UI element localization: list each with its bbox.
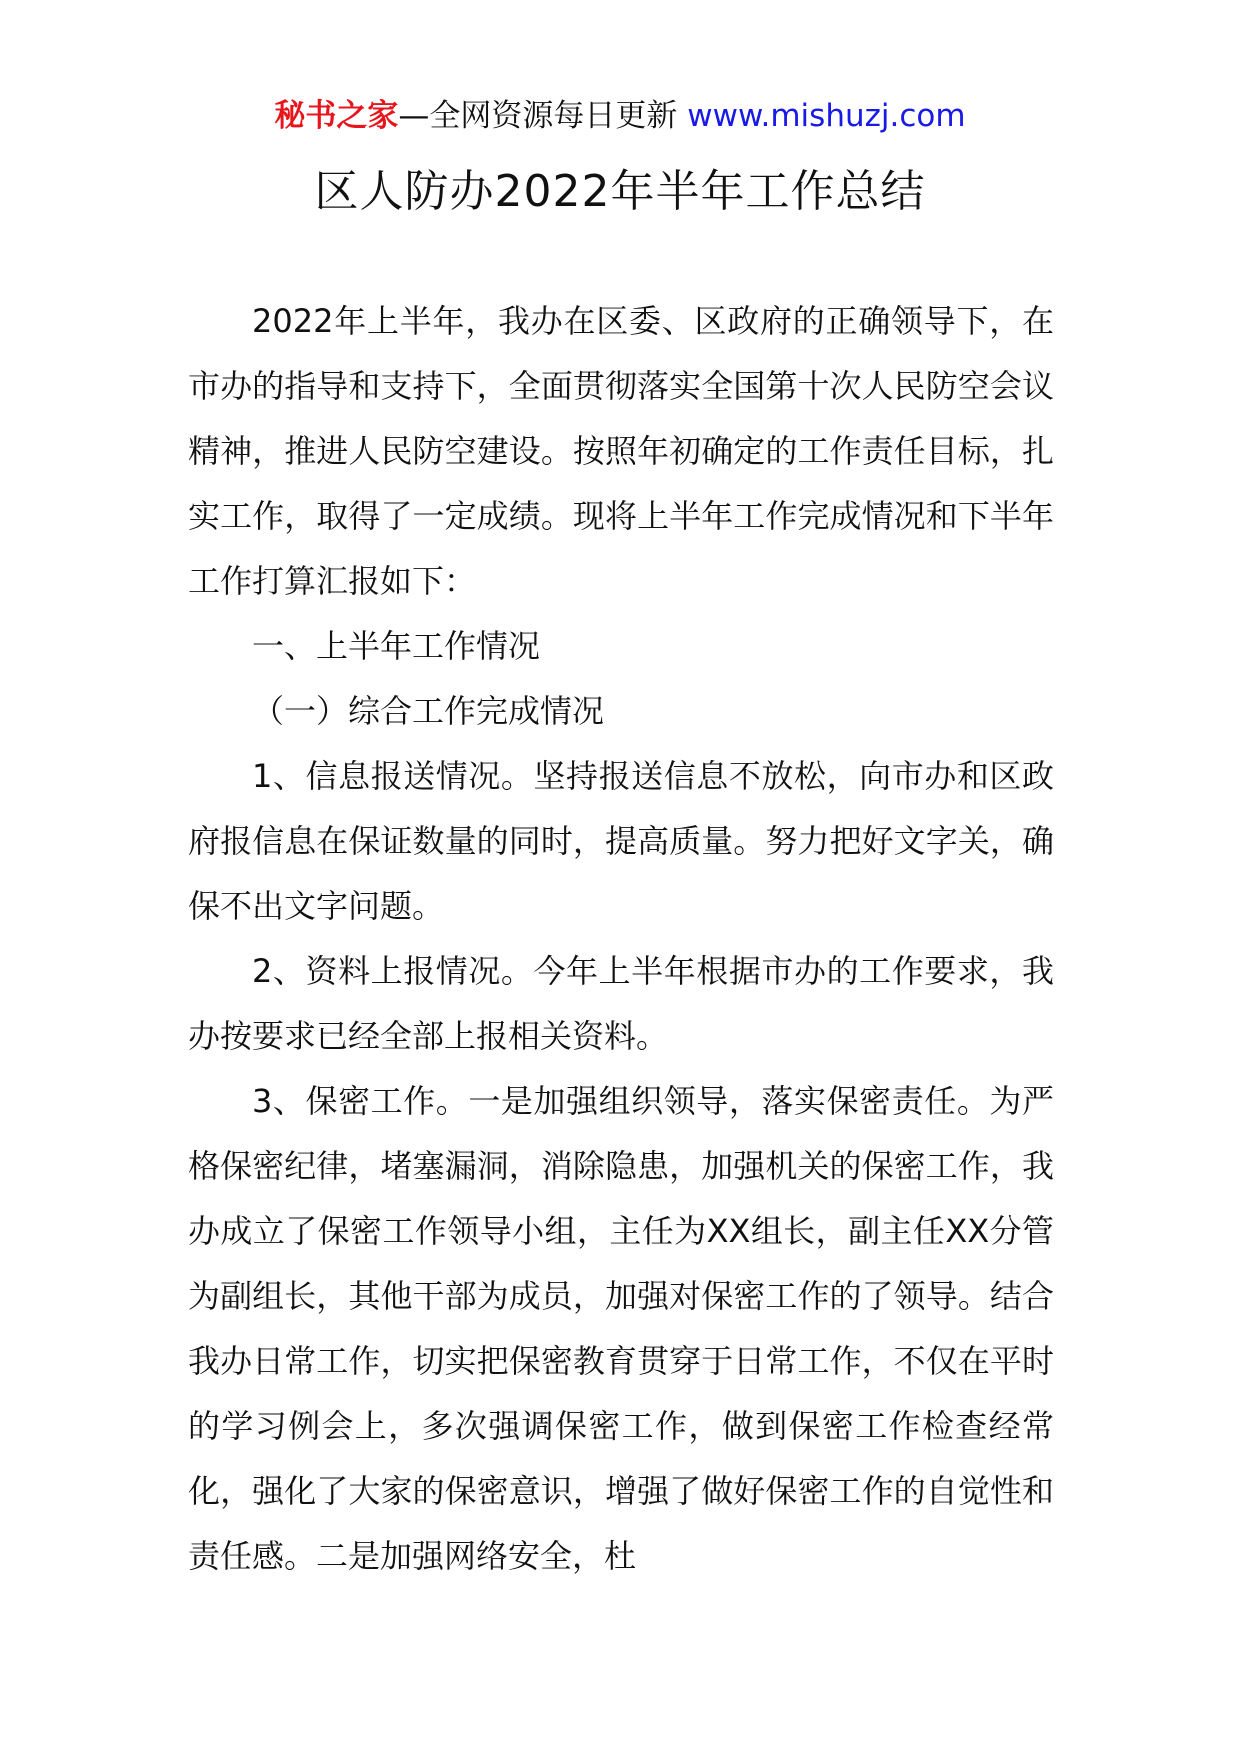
document-body: [188, 289, 1054, 1589]
site-header: [0, 96, 1240, 136]
subsection-heading-1: （一）综合工作完成情况: [252, 692, 605, 730]
site-brand: 秘书之家: [274, 98, 399, 134]
site-url-link[interactable]: www.mishuzj.com: [687, 98, 966, 134]
intro-paragraph: 2022年上半年，我办在区委、区政府的正确领导下，在市办的指导和支持下，全面贯彻落实全国第十次人民防空会议精神，推进人民防空建设。按照年初确定的工作责任目标，扎实工作，取得了一定成绩。现将上半年工作完成情况和下半年工作打算汇报如下：: [188, 302, 1054, 600]
item-paragraph-2: 2、资料上报情况。今年上半年根据市办的工作要求，我办按要求已经全部上报相关资料。: [188, 952, 1054, 1055]
item-paragraph-1: 1、信息报送情况。坚持报送信息不放松，向市办和区政府报信息在保证数量的同时，提高质量。努力把好文字关，确保不出文字问题。: [188, 757, 1054, 925]
section-heading-1: 一、上半年工作情况: [252, 627, 541, 665]
site-tagline: —全网资源每日更新: [398, 98, 688, 134]
item-paragraph-3: 3、保密工作。一是加强组织领导，落实保密责任。为严格保密纪律，堵塞漏洞，消除隐患，加强机关的保密工作，我办成立了保密工作领导小组，主任为XX组长，副主任XX分管为副组长，其他干部为成员，加强对保密工作的了领导。结合我办日常工作，切实把保密教育贯穿于日常工作，不仅在平时的学习例会上，多次强调保密工作，做到保密工作检查经常化，强化了大家的保密意识，增强了做好保密工作的自觉性和责任感。二是加强网络安全，杜: [188, 1082, 1054, 1575]
document-title: 区人防办2022年半年工作总结: [314, 166, 926, 217]
